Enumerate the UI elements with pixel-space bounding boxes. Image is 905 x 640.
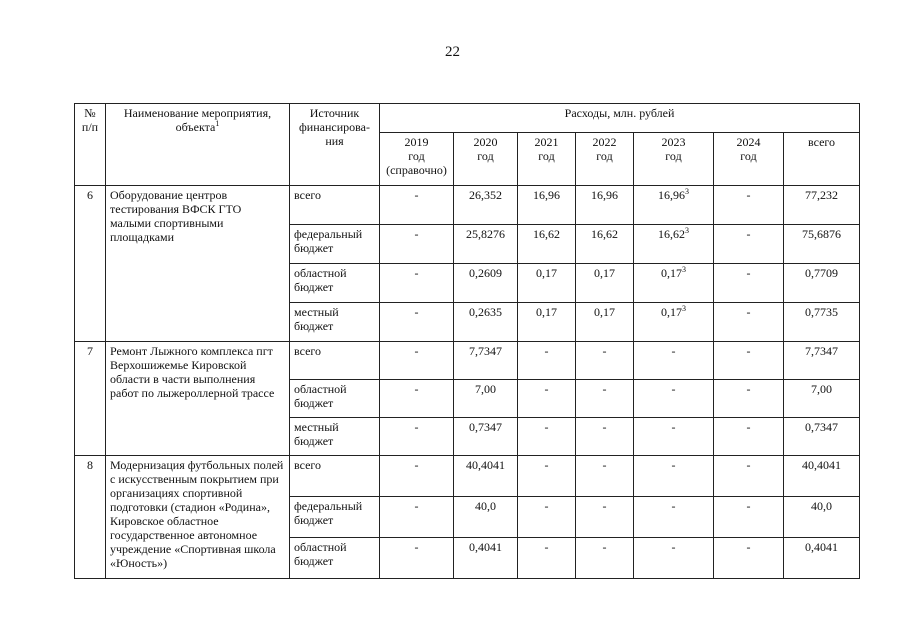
value-text: - — [746, 227, 751, 241]
value-text: 0,4041 — [469, 540, 502, 554]
header-year-2019: 2019 год (справочно) — [380, 133, 454, 186]
funding-source: всего — [290, 456, 380, 497]
value-cell — [454, 303, 518, 342]
value-text: - — [544, 420, 549, 434]
value-cell — [634, 456, 714, 497]
value-text: 16,96 — [591, 188, 618, 202]
value-cell — [518, 538, 576, 579]
value-text: 0,7347 — [469, 420, 502, 434]
value-cell — [714, 380, 784, 418]
header-expenses: Расходы, млн. рублей — [380, 104, 860, 133]
value-cell — [634, 186, 714, 225]
value-text: 7,00 — [475, 382, 496, 396]
value-text: - — [414, 540, 419, 554]
value-cell — [784, 497, 860, 538]
value-text: - — [414, 499, 419, 513]
value-cell — [518, 225, 576, 264]
table-row — [75, 456, 860, 497]
funding-source: всего — [290, 186, 380, 225]
value-text: - — [544, 540, 549, 554]
value-cell — [576, 342, 634, 380]
value-text: - — [544, 344, 549, 358]
value-text: - — [671, 420, 676, 434]
value-cell — [454, 456, 518, 497]
page-number: 22 — [445, 44, 460, 60]
value-cell — [518, 497, 576, 538]
row-number: 6 — [75, 186, 106, 342]
value-text: - — [544, 382, 549, 396]
value-text: - — [602, 344, 607, 358]
value-cell — [784, 538, 860, 579]
value-text: 16,62 — [591, 227, 618, 241]
funding-source: областной бюджет — [290, 380, 380, 418]
value-cell — [576, 264, 634, 303]
value-text: 0,17 — [536, 266, 557, 280]
value-text: - — [746, 499, 751, 513]
value-cell — [380, 264, 454, 303]
value-cell — [576, 538, 634, 579]
value-text: 0,7735 — [805, 305, 839, 319]
value-text: - — [671, 458, 676, 472]
value-cell — [714, 303, 784, 342]
value-cell — [714, 418, 784, 456]
value-cell — [714, 225, 784, 264]
value-cell — [634, 418, 714, 456]
value-text: 40,4041 — [466, 458, 505, 472]
value-text: 77,232 — [805, 188, 839, 202]
value-text: - — [746, 540, 751, 554]
value-text: - — [746, 266, 751, 280]
value-text: 16,96 — [658, 188, 685, 202]
value-cell — [518, 264, 576, 303]
funding-source: местный бюджет — [290, 303, 380, 342]
value-cell — [576, 303, 634, 342]
value-text: - — [414, 344, 419, 358]
header-name: Наименование мероприятия, объекта$^1$ — [106, 104, 290, 186]
value-cell — [518, 418, 576, 456]
value-cell — [714, 456, 784, 497]
value-cell — [576, 418, 634, 456]
value-cell — [380, 456, 454, 497]
value-text: - — [414, 458, 419, 472]
value-cell — [784, 264, 860, 303]
header-year-2020: 2020 год — [454, 133, 518, 186]
value-cell — [714, 497, 784, 538]
header-year-2021: 2021 год — [518, 133, 576, 186]
value-cell — [784, 303, 860, 342]
value-cell — [576, 186, 634, 225]
value-text: - — [746, 420, 751, 434]
header-source: Источник финансирова-ния — [290, 104, 380, 186]
funding-source: областной бюджет — [290, 538, 380, 579]
value-text: 7,7347 — [805, 344, 839, 358]
header-year-2022: 2022 год — [576, 133, 634, 186]
value-text: - — [602, 540, 607, 554]
value-cell — [518, 456, 576, 497]
value-cell — [454, 497, 518, 538]
value-cell — [454, 538, 518, 579]
value-cell — [784, 225, 860, 264]
value-cell — [454, 418, 518, 456]
value-text: - — [746, 458, 751, 472]
value-cell — [784, 380, 860, 418]
value-cell — [634, 497, 714, 538]
value-text: 0,7347 — [805, 420, 839, 434]
row-number: 7 — [75, 342, 106, 456]
value-cell — [380, 497, 454, 538]
value-cell — [634, 342, 714, 380]
value-cell — [784, 342, 860, 380]
value-text: 0,2635 — [469, 305, 502, 319]
value-text: - — [602, 499, 607, 513]
value-cell — [380, 303, 454, 342]
expenses-table — [74, 103, 860, 579]
value-cell — [380, 538, 454, 579]
value-text: 0,17 — [594, 266, 615, 280]
value-text: - — [746, 188, 751, 202]
value-text: 0,2609 — [469, 266, 502, 280]
value-cell — [454, 186, 518, 225]
funding-source: федеральный бюджет — [290, 225, 380, 264]
value-cell — [518, 380, 576, 418]
value-text: 40,0 — [811, 499, 833, 513]
value-text: 16,96 — [533, 188, 560, 202]
value-cell — [576, 380, 634, 418]
value-text: 7,7347 — [469, 344, 502, 358]
value-text: 0,7709 — [805, 266, 839, 280]
value-cell — [380, 342, 454, 380]
value-text: - — [671, 499, 676, 513]
value-text: - — [602, 458, 607, 472]
value-text: - — [544, 458, 549, 472]
value-text: 40,4041 — [802, 458, 842, 472]
value-text: - — [746, 305, 751, 319]
funding-source: местный бюджет — [290, 418, 380, 456]
value-cell — [634, 380, 714, 418]
value-cell — [518, 186, 576, 225]
funding-source: всего — [290, 342, 380, 380]
value-text: 26,352 — [469, 188, 502, 202]
value-cell — [454, 225, 518, 264]
value-text: 0,17 — [594, 305, 615, 319]
header-num: № п/п — [75, 104, 106, 186]
table-row — [75, 186, 860, 225]
value-cell — [714, 264, 784, 303]
value-cell — [634, 303, 714, 342]
value-text: - — [671, 540, 676, 554]
value-text: - — [671, 344, 676, 358]
header-year-2024: 2024 год — [714, 133, 784, 186]
value-cell — [518, 303, 576, 342]
value-cell — [714, 186, 784, 225]
header-total: всего — [784, 133, 860, 186]
value-cell — [576, 456, 634, 497]
value-cell — [784, 186, 860, 225]
value-text: - — [746, 382, 751, 396]
value-cell — [576, 497, 634, 538]
value-cell — [784, 418, 860, 456]
value-cell — [634, 538, 714, 579]
footnote-mark: 3 — [685, 226, 689, 235]
value-text: - — [544, 499, 549, 513]
header-year-2023: 2023 год — [634, 133, 714, 186]
value-text: 25,8276 — [466, 227, 505, 241]
value-text: - — [414, 188, 419, 202]
value-cell — [714, 342, 784, 380]
footnote-mark: 3 — [682, 304, 686, 313]
value-text: 0,17 — [536, 305, 557, 319]
value-text: 0,17 — [661, 266, 682, 280]
value-cell — [634, 225, 714, 264]
value-text: - — [602, 382, 607, 396]
value-cell — [454, 264, 518, 303]
value-cell — [518, 342, 576, 380]
activity-name: Ремонт Лыжного комплекса пгт Верхошижемье Кировской области в части выполнения работ по лыжероллерной трассе — [106, 342, 290, 456]
value-cell — [714, 538, 784, 579]
table-row — [75, 342, 860, 380]
value-cell — [576, 225, 634, 264]
row-number: 8 — [75, 456, 106, 579]
value-cell — [784, 456, 860, 497]
value-text: - — [414, 266, 419, 280]
value-text: 40,0 — [475, 499, 496, 513]
value-cell — [380, 186, 454, 225]
value-cell — [454, 342, 518, 380]
footnote-mark: 3 — [685, 187, 689, 196]
value-text: 16,62 — [533, 227, 560, 241]
value-text: 7,00 — [811, 382, 833, 396]
funding-source: областной бюджет — [290, 264, 380, 303]
value-text: - — [671, 382, 676, 396]
value-text: 75,6876 — [802, 227, 842, 241]
value-cell — [380, 418, 454, 456]
value-text: - — [746, 344, 751, 358]
value-text: - — [414, 420, 419, 434]
funding-source: федеральный бюджет — [290, 497, 380, 538]
value-text: 0,17 — [661, 305, 682, 319]
value-text: - — [414, 227, 419, 241]
value-cell — [380, 380, 454, 418]
value-cell — [380, 225, 454, 264]
activity-name: Оборудование центров тестирования ВФСК ГТО малыми спортивными площадками — [106, 186, 290, 342]
value-text: 0,4041 — [805, 540, 839, 554]
activity-name: Модернизация футбольных полей с искусственным покрытием при организациях спортивной подготовки (стадион «Родина», Кировское областное государственное автономное учреждение «Спортивная школа «Юность») — [106, 456, 290, 579]
value-text: 16,62 — [658, 227, 685, 241]
footnote-mark: 3 — [682, 265, 686, 274]
value-text: - — [414, 305, 419, 319]
value-cell — [454, 380, 518, 418]
value-text: - — [414, 382, 419, 396]
value-text: - — [602, 420, 607, 434]
value-cell — [634, 264, 714, 303]
